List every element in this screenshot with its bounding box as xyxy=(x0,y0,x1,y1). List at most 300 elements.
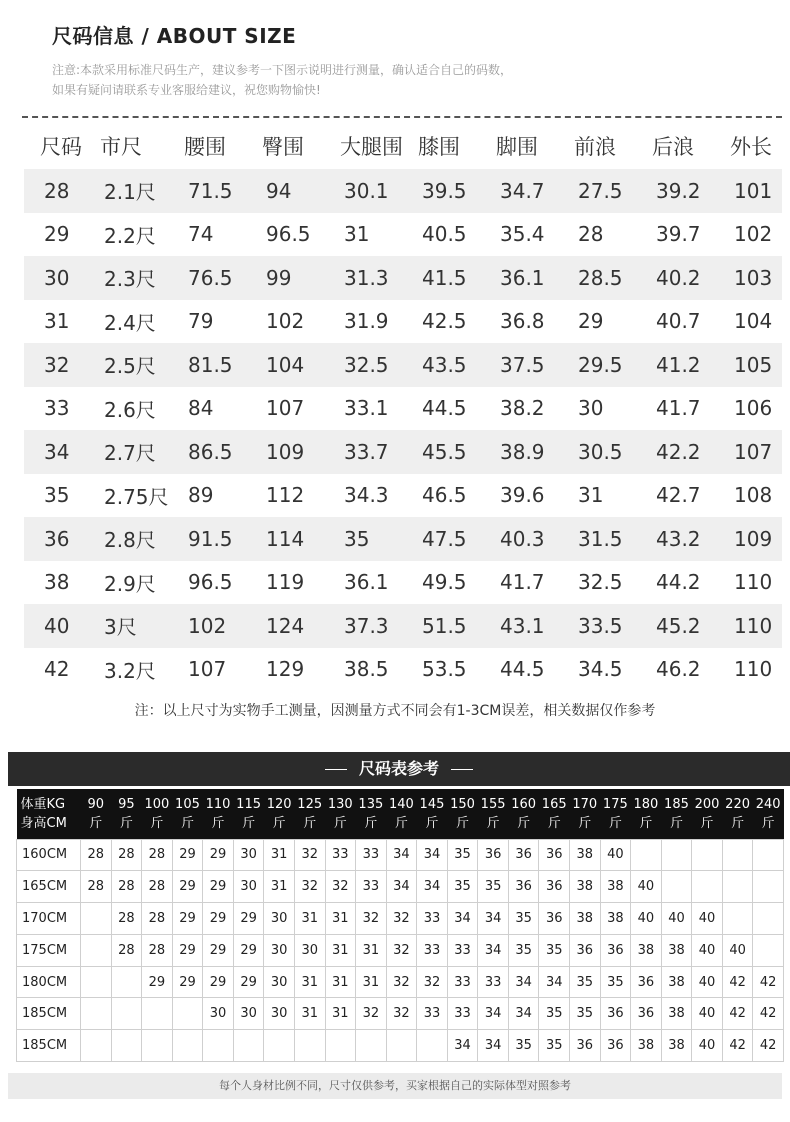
size-cell: 2.4尺 xyxy=(104,310,156,335)
size-cell: 104 xyxy=(734,309,773,334)
size-cell: 35 xyxy=(539,1030,570,1062)
size-cell: 34 xyxy=(539,966,570,998)
size-cell: 38 xyxy=(631,934,662,966)
weight-header xyxy=(111,789,142,839)
weight-value: 130 xyxy=(327,796,353,812)
size-cell: 109 xyxy=(714,517,782,561)
size-cell: 40 xyxy=(692,934,723,966)
size-cell: 53.5 xyxy=(422,657,467,682)
size-cell: 2.2尺 xyxy=(104,223,156,248)
size-cell: 40 xyxy=(631,871,662,903)
size-cell: 35 xyxy=(539,934,570,966)
size-cell: 30 xyxy=(233,871,264,903)
size-cell: 44.2 xyxy=(656,570,701,595)
size-cell xyxy=(722,839,753,871)
size-cell: 38 xyxy=(631,1030,662,1062)
size-cell xyxy=(356,1030,387,1062)
size-cell: 119 xyxy=(266,570,305,595)
size-cell: 30 xyxy=(264,934,295,966)
size-cell: 34 xyxy=(508,998,539,1030)
reference-note: 每个人身材比例不同，尺寸仅供参考，买家根据自己的实际体型对照参考 xyxy=(8,1073,782,1099)
size-cell: 36.1 xyxy=(480,256,558,300)
size-cell xyxy=(142,1030,173,1062)
weight-header xyxy=(661,789,692,839)
size-cell: 33.1 xyxy=(344,396,389,421)
size-cell xyxy=(142,998,173,1030)
table-row xyxy=(24,430,782,474)
size-cell: 49.5 xyxy=(422,570,467,595)
size-cell: 2.1尺 xyxy=(84,169,168,213)
weight-header xyxy=(508,789,539,839)
size-cell: 36.8 xyxy=(500,309,545,334)
weight-value: 180 xyxy=(633,796,659,812)
size-cell: 29 xyxy=(203,871,234,903)
column-header: 尺码 xyxy=(24,123,84,169)
weight-value: 100 xyxy=(144,796,170,812)
size-cell: 36 xyxy=(478,839,509,871)
weight-value: 220 xyxy=(725,796,750,812)
size-cell: 28 xyxy=(142,903,173,935)
size-cell: 29 xyxy=(44,222,70,247)
weight-header xyxy=(600,789,631,839)
size-cell: 29 xyxy=(172,966,203,998)
size-cell: 33.5 xyxy=(558,604,636,648)
weight-unit: 斤 xyxy=(364,815,378,831)
weight-value: 185 xyxy=(664,796,689,812)
size-cell: 42 xyxy=(753,1030,784,1062)
size-cell: 42 xyxy=(44,657,70,682)
table-row xyxy=(24,387,782,431)
size-cell: 36 xyxy=(24,517,84,561)
weight-unit: 斤 xyxy=(547,815,561,831)
size-cell: 34 xyxy=(478,998,509,1030)
weight-value: 115 xyxy=(236,796,261,812)
size-cell: 33.7 xyxy=(324,430,402,474)
weight-value: 105 xyxy=(175,796,200,812)
weight-header xyxy=(417,789,448,839)
size-cell: 36 xyxy=(570,934,601,966)
weight-unit: 斤 xyxy=(180,815,194,831)
size-cell: 35 xyxy=(508,1030,539,1062)
size-cell: 31.3 xyxy=(324,256,402,300)
size-cell: 30.1 xyxy=(324,169,402,213)
size-cell: 33 xyxy=(447,934,478,966)
size-cell: 46.5 xyxy=(422,483,467,508)
size-cell: 41.5 xyxy=(402,256,480,300)
size-cell: 28 xyxy=(142,871,173,903)
size-cell: 46.2 xyxy=(656,657,701,682)
weight-header xyxy=(478,789,509,839)
size-cell: 34 xyxy=(24,430,84,474)
table-row xyxy=(24,343,782,387)
size-cell xyxy=(417,1030,448,1062)
size-cell: 31 xyxy=(578,483,604,508)
size-cell: 32 xyxy=(356,903,387,935)
height-cell: 175CM xyxy=(17,934,81,966)
size-cell: 28 xyxy=(142,934,173,966)
size-cell: 81.5 xyxy=(168,343,246,387)
size-cell: 40.5 xyxy=(422,222,467,247)
size-cell: 32 xyxy=(386,966,417,998)
size-cell: 29.5 xyxy=(558,343,636,387)
size-cell: 35 xyxy=(600,966,631,998)
size-cell: 40 xyxy=(692,998,723,1030)
size-cell: 45.5 xyxy=(402,430,480,474)
height-cell: 185CM xyxy=(17,1030,81,1062)
column-header: 臀围 xyxy=(246,123,324,169)
height-cell: 160CM xyxy=(17,839,81,871)
size-cell: 29 xyxy=(172,871,203,903)
size-cell: 33 xyxy=(447,966,478,998)
size-cell: 107 xyxy=(188,657,227,682)
size-cell xyxy=(722,871,753,903)
weight-unit: 斤 xyxy=(731,815,745,831)
size-cell: 3尺 xyxy=(84,604,168,648)
size-cell: 38 xyxy=(570,871,601,903)
size-cell: 29 xyxy=(203,966,234,998)
reference-title: 尺码表参考 xyxy=(358,759,439,778)
size-cell: 39.7 xyxy=(656,222,701,247)
weight-value: 95 xyxy=(118,796,135,812)
column-header: 腰围 xyxy=(168,123,246,169)
size-cell xyxy=(81,903,112,935)
weight-value: 170 xyxy=(572,796,598,812)
size-cell: 74 xyxy=(188,222,214,247)
size-cell: 101 xyxy=(714,169,782,213)
size-cell: 30 xyxy=(203,998,234,1030)
size-cell: 29 xyxy=(203,903,234,935)
size-cell: 31 xyxy=(264,871,295,903)
size-cell: 38 xyxy=(661,934,692,966)
size-cell: 38 xyxy=(44,570,70,595)
size-cell xyxy=(661,839,692,871)
measurement-note: 注：以上尺寸为实物手工测量，因测量方式不同会有1-3CM误差，相关数据仅作参考 xyxy=(134,703,656,719)
size-cell: 34 xyxy=(478,903,509,935)
size-cell: 40.2 xyxy=(636,256,714,300)
table-row xyxy=(17,903,784,935)
size-cell: 32.5 xyxy=(578,570,623,595)
size-cell xyxy=(753,903,784,935)
size-cell: 29 xyxy=(172,839,203,871)
column-header: 外长 xyxy=(714,123,782,169)
size-cell xyxy=(81,1030,112,1062)
size-cell: 43.2 xyxy=(636,517,714,561)
size-cell: 41.2 xyxy=(636,343,714,387)
column-header: 大腿围 xyxy=(324,123,402,169)
size-cell: 28 xyxy=(111,871,142,903)
size-cell: 84 xyxy=(188,396,214,421)
weight-unit: 斤 xyxy=(639,815,653,831)
size-cell: 34.5 xyxy=(578,657,623,682)
size-cell: 31.5 xyxy=(558,517,636,561)
size-cell: 38 xyxy=(661,966,692,998)
weight-unit: 斤 xyxy=(700,815,714,831)
weight-value: 240 xyxy=(755,796,781,812)
size-cell: 44.5 xyxy=(422,396,467,421)
weight-unit: 斤 xyxy=(517,815,531,831)
size-cell: 34 xyxy=(478,1030,509,1062)
size-cell: 35 xyxy=(539,998,570,1030)
weight-value: 140 xyxy=(388,796,414,812)
size-cell: 32 xyxy=(294,871,325,903)
weight-value: 135 xyxy=(358,796,384,812)
size-cell: 104 xyxy=(246,343,324,387)
table-row xyxy=(24,474,782,518)
size-cell: 28 xyxy=(24,169,84,213)
size-cell: 34 xyxy=(386,839,417,871)
size-cell: 41.7 xyxy=(656,396,701,421)
weight-value: 155 xyxy=(480,796,506,812)
size-cell: 40 xyxy=(24,604,84,648)
size-cell: 43.1 xyxy=(480,604,558,648)
table-row xyxy=(17,871,784,903)
weight-value: 175 xyxy=(602,796,628,812)
weight-value: 110 xyxy=(205,796,231,812)
size-cell xyxy=(692,871,723,903)
size-cell: 32 xyxy=(386,934,417,966)
size-cell: 36 xyxy=(539,871,570,903)
size-cell: 31 xyxy=(264,839,295,871)
size-cell: 31 xyxy=(325,998,356,1030)
size-cell xyxy=(81,966,112,998)
size-cell: 96.5 xyxy=(188,570,233,595)
size-cell: 33 xyxy=(447,998,478,1030)
weight-header xyxy=(81,789,112,839)
page-title: 尺码信息 / ABOUT SIZE xyxy=(52,24,297,48)
size-cell: 33 xyxy=(417,998,448,1030)
weight-header xyxy=(264,789,295,839)
table-row xyxy=(17,998,784,1030)
size-cell: 40 xyxy=(692,966,723,998)
weight-unit: 斤 xyxy=(669,815,683,831)
size-cell: 40 xyxy=(631,903,662,935)
weight-header xyxy=(142,789,173,839)
size-cell: 30.5 xyxy=(558,430,636,474)
table-row xyxy=(24,300,782,344)
size-cell: 28 xyxy=(578,222,604,247)
size-cell: 32 xyxy=(386,998,417,1030)
size-cell xyxy=(111,966,142,998)
size-cell: 33 xyxy=(356,871,387,903)
column-header: 前浪 xyxy=(558,123,636,169)
size-cell: 40 xyxy=(692,903,723,935)
size-cell: 38 xyxy=(661,998,692,1030)
size-cell: 2.9尺 xyxy=(104,571,156,596)
size-cell: 35 xyxy=(508,903,539,935)
size-cell: 34 xyxy=(508,966,539,998)
size-cell: 40.7 xyxy=(656,309,701,334)
size-cell: 36 xyxy=(600,934,631,966)
weight-value: 200 xyxy=(694,796,720,812)
size-cell: 33 xyxy=(44,396,70,421)
size-cell: 42 xyxy=(753,966,784,998)
size-cell: 34 xyxy=(417,839,448,871)
size-notice xyxy=(52,60,612,100)
size-cell: 31 xyxy=(44,309,70,334)
size-cell xyxy=(325,1030,356,1062)
size-cell xyxy=(233,1030,264,1062)
size-cell: 103 xyxy=(714,256,782,300)
size-cell: 102 xyxy=(734,222,773,247)
size-cell: 105 xyxy=(714,343,782,387)
size-cell: 44.5 xyxy=(500,657,545,682)
weight-value: 160 xyxy=(511,796,537,812)
size-cell: 99 xyxy=(246,256,324,300)
size-cell: 38.9 xyxy=(480,430,558,474)
size-cell: 110 xyxy=(714,604,782,648)
size-cell: 31 xyxy=(325,903,356,935)
weight-header xyxy=(692,789,723,839)
size-cell: 33 xyxy=(417,903,448,935)
size-cell: 28 xyxy=(81,871,112,903)
size-cell: 42 xyxy=(722,998,753,1030)
size-cell: 36 xyxy=(539,839,570,871)
size-cell: 40 xyxy=(600,839,631,871)
size-cell: 36 xyxy=(600,1030,631,1062)
weight-value: 145 xyxy=(419,796,445,812)
table-row xyxy=(24,561,782,605)
size-cell: 37.3 xyxy=(324,604,402,648)
table-row xyxy=(24,169,782,213)
size-cell: 39.2 xyxy=(636,169,714,213)
size-cell: 32 xyxy=(294,839,325,871)
size-cell: 31 xyxy=(294,903,325,935)
height-cell: 180CM xyxy=(17,966,81,998)
weight-value: 125 xyxy=(297,796,323,812)
size-cell: 36 xyxy=(631,998,662,1030)
size-cell: 30 xyxy=(264,998,295,1030)
size-cell: 40.3 xyxy=(480,517,558,561)
weight-header xyxy=(294,789,325,839)
size-cell: 38 xyxy=(570,903,601,935)
size-cell: 33 xyxy=(478,966,509,998)
size-cell: 29 xyxy=(233,934,264,966)
size-cell: 47.5 xyxy=(402,517,480,561)
size-table xyxy=(24,123,782,691)
size-cell: 34 xyxy=(386,871,417,903)
size-cell: 51.5 xyxy=(402,604,480,648)
size-cell: 110 xyxy=(734,570,773,595)
size-cell: 34.7 xyxy=(480,169,558,213)
size-cell: 29 xyxy=(172,934,203,966)
size-cell: 31 xyxy=(325,966,356,998)
size-cell: 102 xyxy=(266,309,305,334)
weight-header xyxy=(172,789,203,839)
weight-value: 150 xyxy=(450,796,475,812)
size-cell: 2.7尺 xyxy=(84,430,168,474)
height-cell: 185CM xyxy=(17,998,81,1030)
size-cell: 42 xyxy=(753,998,784,1030)
reference-title-band xyxy=(8,752,790,786)
size-cell: 35 xyxy=(570,998,601,1030)
size-cell: 38.5 xyxy=(344,657,389,682)
notice-line-2: 如果有疑问请联系专业客服给建议，祝您购物愉快! xyxy=(52,83,321,97)
weight-unit: 斤 xyxy=(211,815,225,831)
size-cell: 28 xyxy=(111,903,142,935)
size-cell: 31.9 xyxy=(344,309,389,334)
weight-label: 体重KG xyxy=(20,796,66,812)
size-cell: 31 xyxy=(356,966,387,998)
size-cell: 33 xyxy=(356,839,387,871)
size-cell: 38 xyxy=(570,839,601,871)
table-row xyxy=(17,839,784,871)
table-row xyxy=(24,517,782,561)
weight-unit: 斤 xyxy=(425,815,439,831)
size-cell: 114 xyxy=(246,517,324,561)
size-cell: 32 xyxy=(325,871,356,903)
size-cell: 32.5 xyxy=(324,343,402,387)
size-cell: 28 xyxy=(81,839,112,871)
size-cell: 28 xyxy=(142,839,173,871)
size-cell: 38 xyxy=(600,871,631,903)
weight-unit: 斤 xyxy=(272,815,286,831)
weight-height-corner xyxy=(17,789,81,839)
size-cell: 30 xyxy=(294,934,325,966)
size-cell: 107 xyxy=(714,430,782,474)
size-cell: 31 xyxy=(356,934,387,966)
weight-value: 120 xyxy=(266,796,292,812)
size-cell: 2.8尺 xyxy=(84,517,168,561)
size-cell: 34 xyxy=(447,1030,478,1062)
size-cell: 31 xyxy=(294,966,325,998)
weight-unit: 斤 xyxy=(394,815,408,831)
size-cell: 30 xyxy=(264,966,295,998)
column-header: 市尺 xyxy=(84,123,168,169)
size-cell xyxy=(661,871,692,903)
table-row xyxy=(24,604,782,648)
size-cell: 34.3 xyxy=(344,483,389,508)
size-cell: 38 xyxy=(600,903,631,935)
size-cell: 28.5 xyxy=(558,256,636,300)
column-header: 后浪 xyxy=(636,123,714,169)
weight-header xyxy=(447,789,478,839)
size-cell: 33 xyxy=(325,839,356,871)
size-cell: 30 xyxy=(233,998,264,1030)
size-cell: 76.5 xyxy=(168,256,246,300)
weight-value: 165 xyxy=(541,796,567,812)
size-cell xyxy=(753,839,784,871)
size-cell: 79 xyxy=(188,309,214,334)
size-cell: 38.2 xyxy=(500,396,545,421)
table-row xyxy=(17,1030,784,1062)
weight-header xyxy=(631,789,662,839)
size-cell: 124 xyxy=(246,604,324,648)
size-cell: 30 xyxy=(578,396,604,421)
size-cell: 29 xyxy=(203,839,234,871)
size-cell: 41.7 xyxy=(500,570,545,595)
size-cell xyxy=(692,839,723,871)
table-row xyxy=(17,966,784,998)
weight-unit: 斤 xyxy=(456,815,470,831)
weight-header xyxy=(325,789,356,839)
size-cell: 96.5 xyxy=(266,222,311,247)
size-cell: 37.5 xyxy=(480,343,558,387)
weight-unit: 斤 xyxy=(333,815,347,831)
size-cell xyxy=(172,998,203,1030)
size-cell: 28 xyxy=(111,934,142,966)
size-cell: 31 xyxy=(294,998,325,1030)
weight-unit: 斤 xyxy=(89,815,103,831)
size-cell: 39.6 xyxy=(500,483,545,508)
weight-header xyxy=(233,789,264,839)
size-cell: 27.5 xyxy=(558,169,636,213)
size-cell: 36 xyxy=(600,998,631,1030)
size-cell: 35 xyxy=(447,871,478,903)
size-cell: 31 xyxy=(344,222,370,247)
size-cell: 34 xyxy=(478,934,509,966)
size-cell: 29 xyxy=(142,966,173,998)
size-cell: 36 xyxy=(631,966,662,998)
